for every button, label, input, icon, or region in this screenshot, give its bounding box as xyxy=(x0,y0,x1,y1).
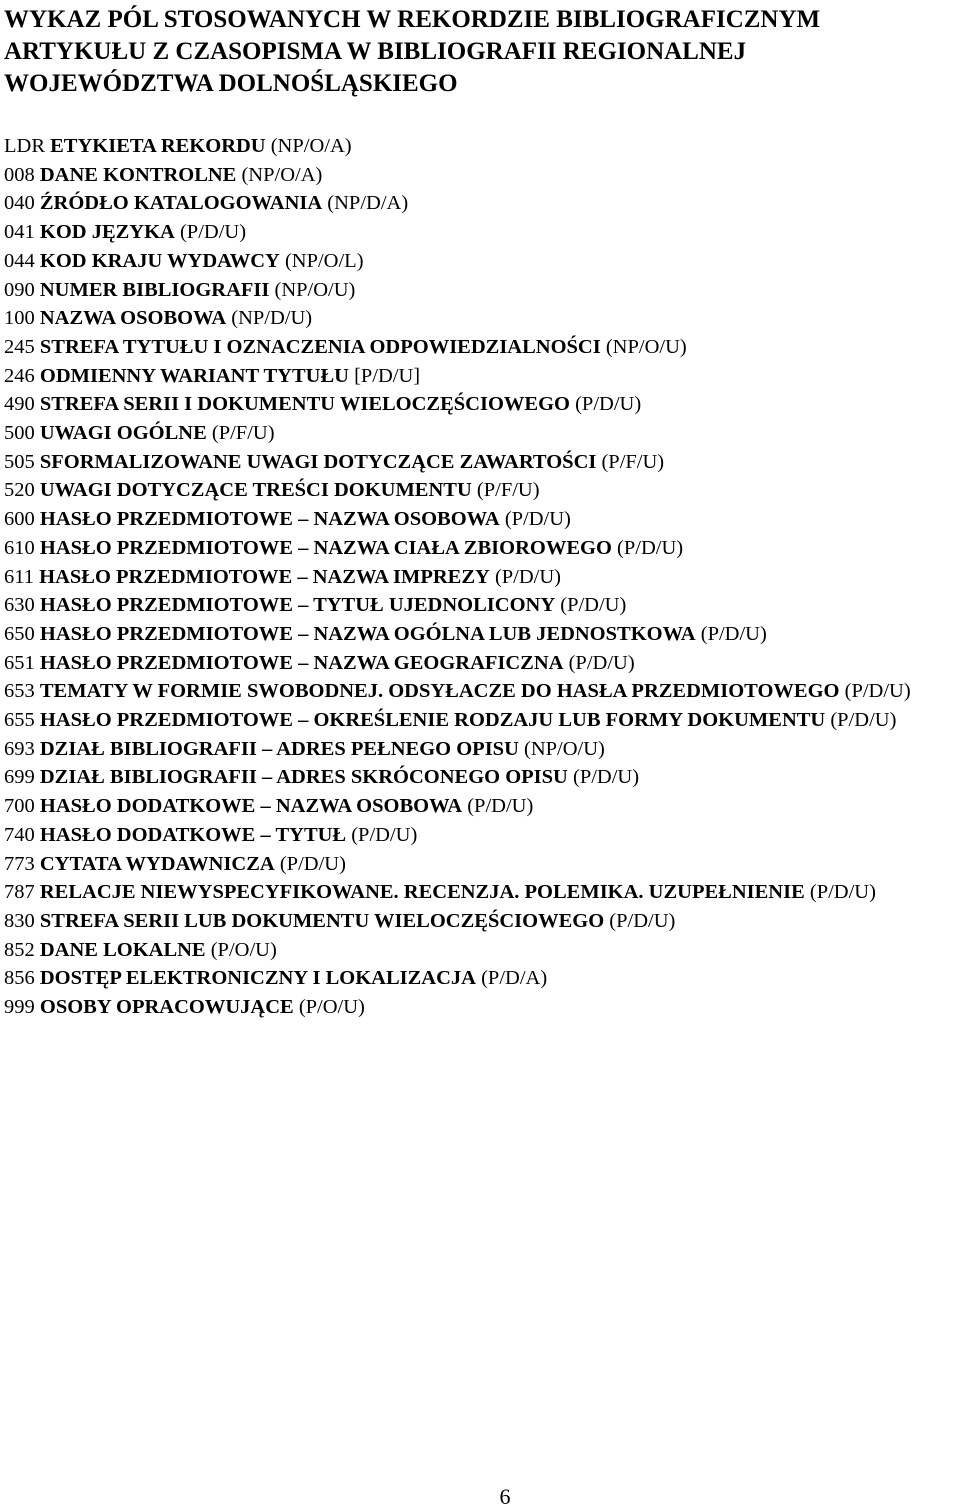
document-title xyxy=(4,0,954,100)
field-status: (P/D/U) xyxy=(494,565,561,588)
field-status: (NP/D/A) xyxy=(327,192,409,215)
field-code: 044 xyxy=(4,249,35,272)
field-name: ŹRÓDŁO KATALOGOWANIA xyxy=(39,192,323,215)
field-code: 008 xyxy=(4,163,35,186)
field-status: (P/D/U) xyxy=(844,680,911,703)
field-code: 830 xyxy=(4,909,35,932)
field-name: HASŁO PRZEDMIOTOWE – OKREŚLENIE RODZAJU LUB FORMY DOKUMENTU xyxy=(39,709,826,732)
field-name: ODMIENNY WARIANT TYTUŁU xyxy=(39,364,349,387)
field-name: HASŁO PRZEDMIOTOWE – NAZWA OSOBOWA xyxy=(39,508,500,531)
title-line: ARTYKUŁU Z CZASOPISMA W BIBLIOGRAFII REGIONALNEJ xyxy=(4,38,747,65)
field-status: (NP/O/L) xyxy=(284,249,364,272)
field-status: (P/D/U) xyxy=(617,536,684,559)
field-entry xyxy=(4,821,954,850)
field-status: (NP/D/U) xyxy=(231,307,313,330)
field-entry xyxy=(4,362,954,391)
field-code: 650 xyxy=(4,622,35,645)
field-entry xyxy=(4,591,954,620)
field-entry xyxy=(4,333,954,362)
field-name: HASŁO PRZEDMIOTOWE – NAZWA IMPREZY xyxy=(39,565,490,588)
field-entry xyxy=(4,476,954,505)
title-line: WOJEWÓDZTWA DOLNOŚLĄSKIEGO xyxy=(4,70,458,97)
field-status: (P/O/U) xyxy=(210,938,277,961)
field-status: (P/F/U) xyxy=(211,422,275,445)
field-name: HASŁO DODATKOWE – TYTUŁ xyxy=(39,823,347,846)
field-code: 630 xyxy=(4,594,35,617)
field-status: (NP/O/U) xyxy=(274,278,356,301)
field-code: 740 xyxy=(4,823,35,846)
field-code: 100 xyxy=(4,307,35,330)
field-entry xyxy=(4,677,954,706)
field-name: UWAGI OGÓLNE xyxy=(39,422,207,445)
field-code: 999 xyxy=(4,996,35,1019)
document-page xyxy=(4,0,954,1022)
field-name: CYTATA WYDAWNICZA xyxy=(39,852,275,875)
field-name: HASŁO PRZEDMIOTOWE – NAZWA OGÓLNA LUB JEDNOSTKOWA xyxy=(39,622,696,645)
field-code: 693 xyxy=(4,737,35,760)
field-status: (P/D/U) xyxy=(279,852,346,875)
field-name: HASŁO PRZEDMIOTOWE – NAZWA GEOGRAFICZNA xyxy=(39,651,564,674)
field-status: (P/D/U) xyxy=(609,909,676,932)
field-name: OSOBY OPRACOWUJĄCE xyxy=(39,996,294,1019)
field-entry xyxy=(4,505,954,534)
field-name: UWAGI DOTYCZĄCE TREŚCI DOKUMENTU xyxy=(39,479,472,502)
field-code: 651 xyxy=(4,651,35,674)
field-entry xyxy=(4,792,954,821)
field-name: DZIAŁ BIBLIOGRAFII – ADRES SKRÓCONEGO OPISU xyxy=(39,766,568,789)
field-status: [P/D/U] xyxy=(354,364,421,387)
field-name: NUMER BIBLIOGRAFII xyxy=(39,278,270,301)
field-entry xyxy=(4,850,954,879)
field-name: DOSTĘP ELEKTRONICZNY I LOKALIZACJA xyxy=(39,967,476,990)
field-name: SFORMALIZOWANE UWAGI DOTYCZĄCE ZAWARTOŚCI xyxy=(39,450,597,473)
field-status: (P/D/U) xyxy=(830,709,897,732)
field-status: (P/D/U) xyxy=(504,508,571,531)
field-code: 773 xyxy=(4,852,35,875)
field-entry xyxy=(4,218,954,247)
field-entry xyxy=(4,534,954,563)
field-code: 655 xyxy=(4,709,35,732)
field-entry xyxy=(4,448,954,477)
field-entry xyxy=(4,276,954,305)
field-status: (P/F/U) xyxy=(476,479,540,502)
field-code: LDR xyxy=(4,135,45,157)
page-number: 6 xyxy=(499,1484,511,1509)
field-status: (P/O/U) xyxy=(298,996,365,1019)
field-status: (NP/O/A) xyxy=(241,163,323,186)
field-code: 505 xyxy=(4,450,35,473)
field-entry xyxy=(4,189,954,218)
field-status: (NP/O/U) xyxy=(524,737,605,760)
field-status: (P/D/U) xyxy=(179,221,247,244)
field-list xyxy=(4,132,954,1022)
field-code: 653 xyxy=(4,680,35,703)
field-entry xyxy=(4,706,954,735)
field-status: (P/D/U) xyxy=(573,766,640,789)
field-status: (NP/O/A) xyxy=(270,135,352,157)
field-code: 600 xyxy=(4,508,35,531)
field-code: 852 xyxy=(4,938,35,961)
field-name: NAZWA OSOBOWA xyxy=(39,307,227,330)
field-name: STREFA SERII LUB DOKUMENTU WIELOCZĘŚCIOWEGO xyxy=(39,909,605,932)
field-name: ETYKIETA REKORDU xyxy=(50,135,266,157)
field-entry xyxy=(4,304,954,333)
field-name: RELACJE NIEWYSPECYFIKOWANE. RECENZJA. POLEMIKA. UZUPEŁNIENIE xyxy=(39,881,805,904)
field-name: HASŁO DODATKOWE – NAZWA OSOBOWA xyxy=(39,795,463,818)
field-code: 611 xyxy=(4,565,34,588)
field-entry xyxy=(4,763,954,792)
field-code: 699 xyxy=(4,766,35,789)
field-name: HASŁO PRZEDMIOTOWE – NAZWA CIAŁA ZBIOROWEGO xyxy=(39,536,612,559)
field-code: 856 xyxy=(4,967,35,990)
field-name: HASŁO PRZEDMIOTOWE – TYTUŁ UJEDNOLICONY xyxy=(39,594,556,617)
field-status: (P/F/U) xyxy=(601,450,665,473)
field-entry xyxy=(4,735,954,764)
field-code: 500 xyxy=(4,422,35,445)
field-name: TEMATY W FORMIE SWOBODNEJ. ODSYŁACZE DO HASŁA PRZEDMIOTOWEGO xyxy=(39,680,840,703)
field-status: (P/D/U) xyxy=(568,651,635,674)
field-status: (NP/O/U) xyxy=(605,335,687,358)
field-entry xyxy=(4,161,954,190)
field-name: STREFA SERII I DOKUMENTU WIELOCZĘŚCIOWEGO xyxy=(39,393,570,416)
field-code: 246 xyxy=(4,364,35,387)
field-entry xyxy=(4,620,954,649)
field-code: 490 xyxy=(4,393,35,416)
field-code: 040 xyxy=(4,192,35,215)
field-code: 245 xyxy=(4,335,35,358)
field-status: (P/D/U) xyxy=(575,393,642,416)
field-code: 041 xyxy=(4,221,35,244)
title-line: WYKAZ PÓL STOSOWANYCH W REKORDZIE BIBLIOGRAFICZNYM xyxy=(4,6,821,33)
field-code: 610 xyxy=(4,536,35,559)
field-entry xyxy=(4,132,954,161)
field-status: (P/D/U) xyxy=(700,622,767,645)
field-entry xyxy=(4,907,954,936)
field-code: 520 xyxy=(4,479,35,502)
field-entry xyxy=(4,936,954,965)
field-status: (P/D/A) xyxy=(481,967,548,990)
field-name: STREFA TYTUŁU I OZNACZENIA ODPOWIEDZIALNOŚCI xyxy=(39,335,601,358)
field-status: (P/D/U) xyxy=(467,795,534,818)
field-code: 787 xyxy=(4,881,35,904)
field-name: DANE KONTROLNE xyxy=(39,163,237,186)
field-entry xyxy=(4,993,954,1022)
field-entry xyxy=(4,964,954,993)
field-name: KOD KRAJU WYDAWCY xyxy=(39,249,280,272)
field-code: 090 xyxy=(4,278,35,301)
field-entry xyxy=(4,563,954,592)
field-entry xyxy=(4,649,954,678)
field-status: (P/D/U) xyxy=(351,823,418,846)
field-name: DANE LOKALNE xyxy=(39,938,206,961)
field-code: 700 xyxy=(4,795,35,818)
field-name: DZIAŁ BIBLIOGRAFII – ADRES PEŁNEGO OPISU xyxy=(39,737,519,760)
field-entry xyxy=(4,419,954,448)
field-entry xyxy=(4,247,954,276)
field-entry xyxy=(4,878,954,907)
field-status: (P/D/U) xyxy=(809,881,876,904)
field-status: (P/D/U) xyxy=(560,594,627,617)
field-entry xyxy=(4,390,954,419)
field-name: KOD JĘZYKA xyxy=(39,221,175,244)
